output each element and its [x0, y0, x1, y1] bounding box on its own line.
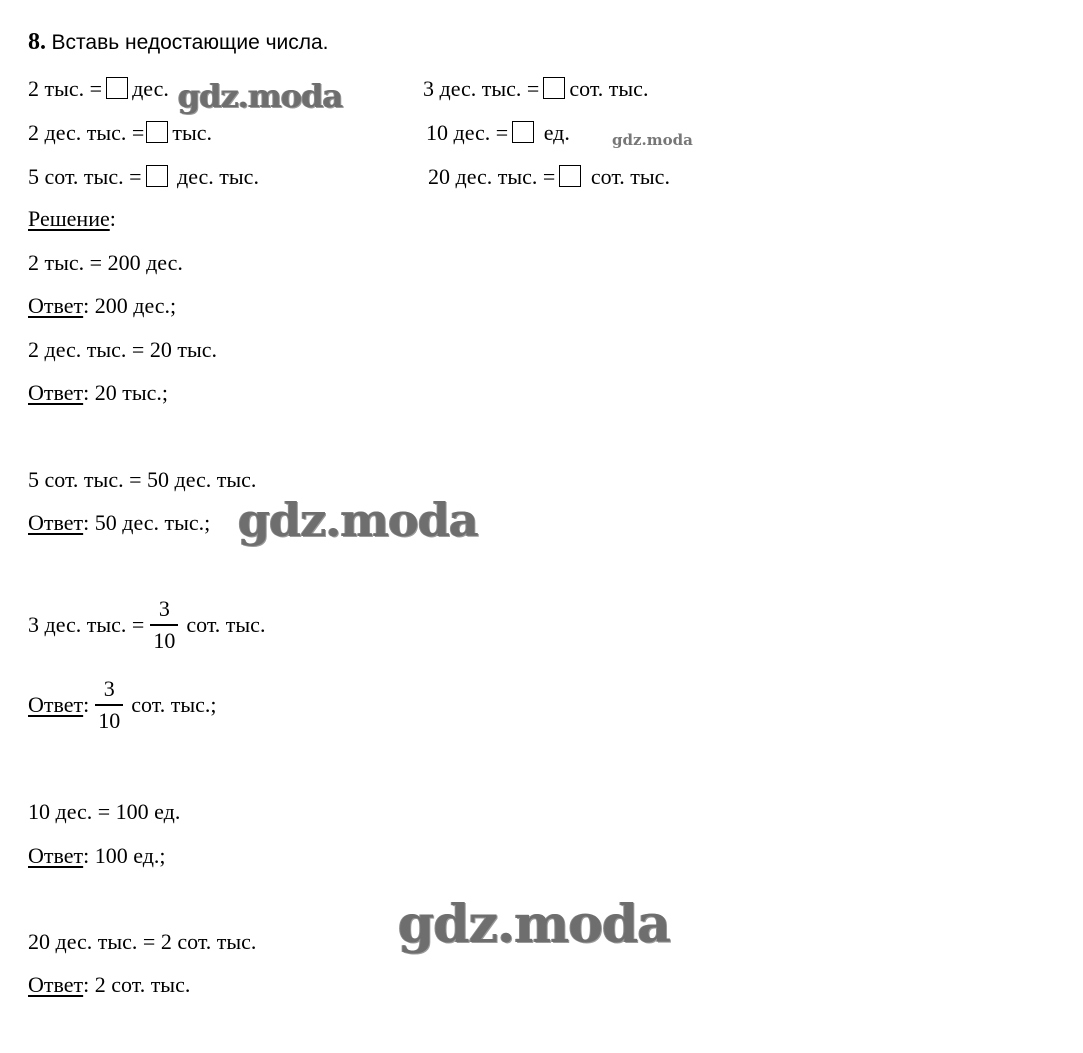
- answer-box: [543, 77, 565, 99]
- watermark: gdz.moda: [612, 131, 693, 149]
- exercise-6: 20 дес. тыс. = сот. тыс.: [428, 164, 670, 189]
- task-text: Вставь недостающие числа.: [51, 31, 329, 54]
- solution-answer-4: Ответ : $\frac{3}{10}$ сот. тыс.;: [28, 676, 217, 733]
- fraction: $\frac{3}{10}$: [95, 678, 123, 732]
- solution-equation-4: 3 дес. тыс. = $\frac{3}{10}$ сот. тыс.: [28, 596, 266, 653]
- solution-equation-1: 2 тыс. = 200 дес.: [28, 250, 183, 275]
- answer-box: [559, 165, 581, 187]
- exercise-1: 2 тыс. = дес.: [28, 76, 169, 101]
- answer-box: [146, 121, 168, 143]
- task-heading: [28, 30, 329, 54]
- solution-answer-6: Ответ: 2 сот. тыс.: [28, 972, 191, 997]
- watermark: gdz.moda: [398, 894, 671, 955]
- solution-answer-5: Ответ: 100 ед.;: [28, 843, 166, 868]
- answer-box: [512, 121, 534, 143]
- answer-box: [146, 165, 168, 187]
- solution-equation-5: 10 дес. = 100 ед.: [28, 799, 181, 824]
- watermark: gdz.moda: [238, 493, 478, 547]
- exercise-2: 2 дес. тыс. = тыс.: [28, 120, 213, 145]
- fraction: $\frac{3}{10}$: [150, 598, 178, 652]
- solution-equation-6: 20 дес. тыс. = 2 сот. тыс.: [28, 929, 257, 954]
- solution-equation-2: 2 дес. тыс. = 20 тыс.: [28, 337, 217, 362]
- solution-answer-3: Ответ: 50 дес. тыс.;: [28, 510, 211, 535]
- watermark: gdz.moda: [178, 77, 343, 115]
- exercise-3: 5 сот. тыс. = дес. тыс.: [28, 164, 259, 189]
- exercise-5: 10 дес. = ед.: [426, 120, 570, 145]
- exercise-4: 3 дес. тыс. = сот. тыс.: [423, 76, 649, 101]
- answer-box: [106, 77, 128, 99]
- solution-heading: Решение:: [28, 206, 116, 231]
- solution-equation-3: 5 сот. тыс. = 50 дес. тыс.: [28, 467, 257, 492]
- solution-answer-2: Ответ: 20 тыс.;: [28, 380, 169, 405]
- task-number: 8.: [28, 29, 46, 55]
- solution-answer-1: Ответ: 200 дес.;: [28, 293, 177, 318]
